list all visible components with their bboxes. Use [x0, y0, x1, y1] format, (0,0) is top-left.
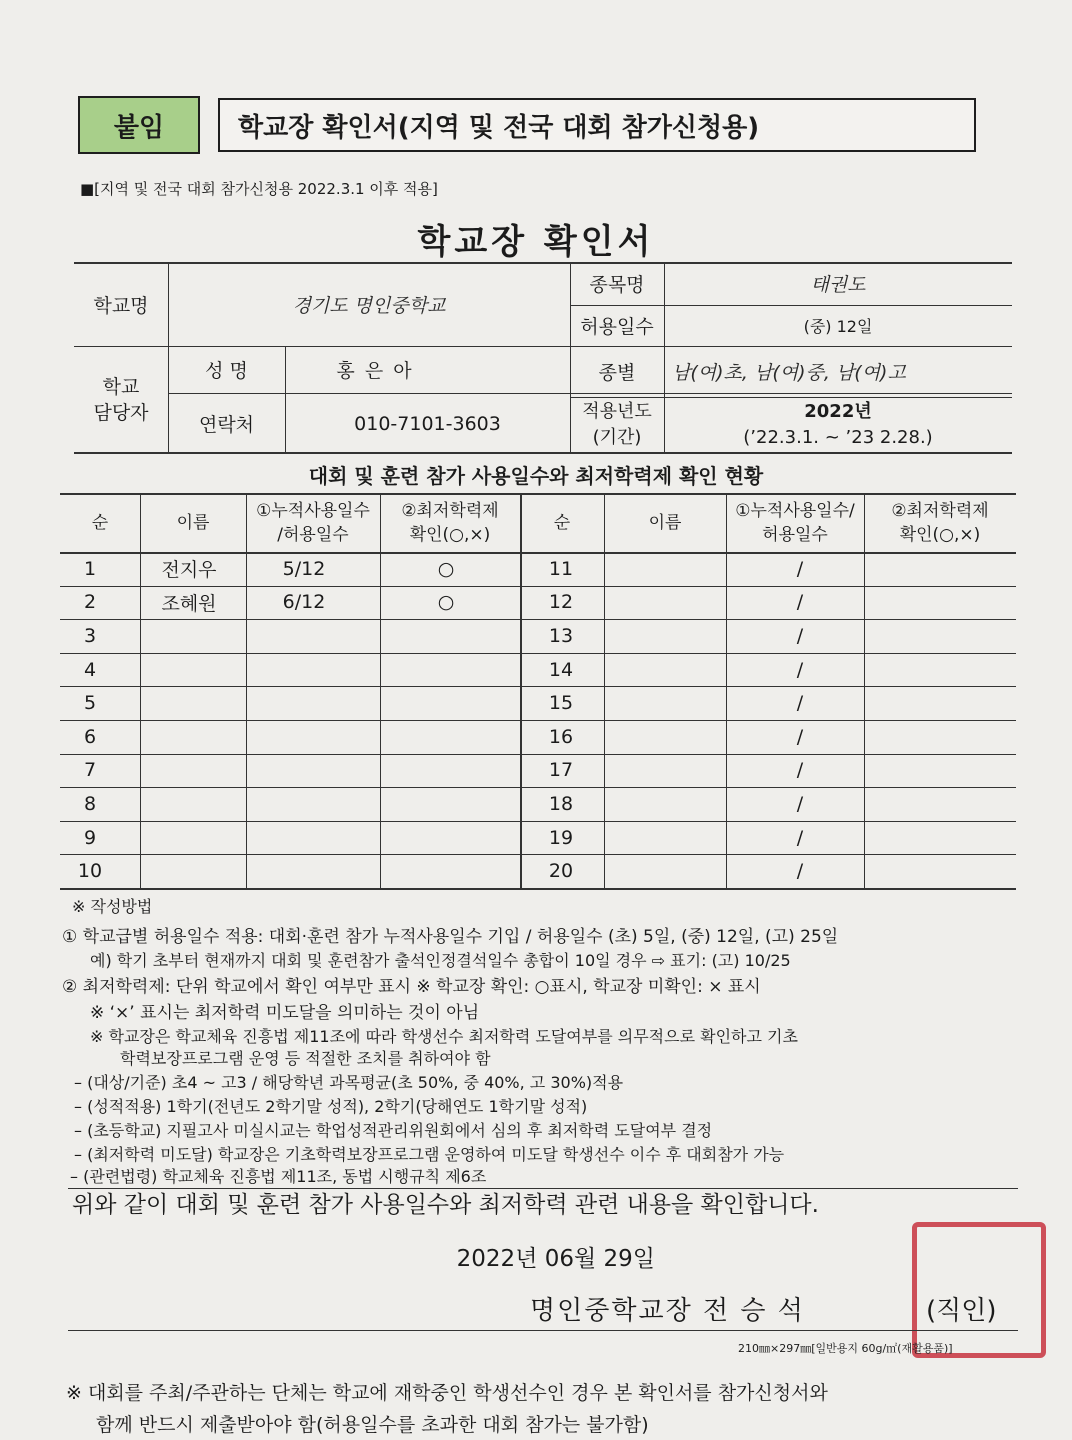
row-no-right: 16 — [548, 725, 574, 748]
row-min-left — [380, 787, 512, 821]
row-no-left: 3 — [83, 624, 97, 647]
gender-value: 남(여)초, 남(여)중, 남(여)고 — [672, 362, 906, 384]
header-days-left — [246, 493, 380, 552]
issue-date: 2022년 06월 29일 — [456, 1246, 655, 1272]
row-days-right: / — [796, 860, 804, 883]
instruction-line: ① 학교급별 허용일수 적용: 대회·훈련 참가 누적사용일수 기입 / 허용일수 (초) 5일, (중) 12일, (고) 25일 — [62, 927, 839, 947]
year-value-line2: (’22.3.1. ~ ’23 2.28.) — [743, 426, 933, 448]
row-days-right: / — [796, 658, 804, 681]
row-name-right — [604, 787, 726, 821]
row-min-right — [864, 787, 1016, 821]
header-name-left: 이름 — [176, 512, 210, 533]
instruction-line: – (관련법령) 학교체육 진흥법 제11조, 동법 시행규칙 제6조 — [70, 1167, 487, 1186]
row-days-right: / — [796, 557, 804, 580]
seal-label: (직인) — [926, 1296, 997, 1326]
row-days-left — [246, 720, 362, 754]
instruction-line: ※ 학교장은 학교체육 진흥법 제11조에 따라 학생선수 최저학력 도달여부를 의무적으로 확인하고 기초 — [90, 1027, 798, 1046]
row-days-left — [246, 653, 362, 687]
year-label-line1: 적용년도 — [582, 400, 652, 422]
gender-label: 종별 — [598, 362, 636, 384]
row-no-right: 13 — [548, 624, 574, 647]
instruction-line: – (성적적용) 1학기(전년도 2학기말 성적), 2학기(당해연도 1학기말 성적) — [74, 1097, 588, 1116]
header-min-right-line1: ②최저학력제 — [891, 500, 989, 521]
name-value: 홍 은 아 — [336, 360, 414, 382]
row-name-left — [140, 720, 238, 754]
event-label: 종목명 — [589, 274, 645, 296]
instruction-line: ※ ‘×’ 표시는 최저학력 미도달을 의미하는 것이 아님 — [90, 1003, 480, 1023]
manager-label: 학교 담당자 — [93, 376, 149, 424]
instruction-line: 예) 학기 초부터 현재까지 대회 및 훈련참가 출석인정결석일수 총합이 10일 경우 ⇨ 표기: (고) 10/25 — [90, 951, 791, 970]
row-no-left: 7 — [83, 759, 97, 782]
row-no-right: 18 — [548, 792, 574, 815]
row-name-left — [140, 686, 238, 720]
year-value-line1: 2022년 — [804, 400, 872, 422]
row-name-right — [604, 754, 726, 788]
allowed-label: 허용일수 — [580, 316, 654, 338]
row-days-left — [246, 787, 362, 821]
header-days-right-line1: ①누적사용일수/ — [735, 500, 855, 521]
row-days-right: / — [796, 792, 804, 815]
row-days-right: / — [796, 826, 804, 849]
row-min-right — [864, 754, 1016, 788]
row-min-left — [380, 720, 512, 754]
row-no-right: 14 — [548, 658, 574, 681]
row-min-left — [380, 821, 512, 855]
allowed-value: (중) 12일 — [803, 317, 873, 336]
instruction-line: – (대상/기준) 초4 ~ 고3 / 해당학년 과목평균(초 50%, 중 40%, 고 30%)적용 — [74, 1073, 624, 1092]
header-min-left — [380, 493, 520, 552]
year-label — [570, 397, 664, 452]
header-title-text: 학교장 확인서(지역 및 전국 대회 참가신청용) — [238, 112, 760, 143]
row-min-left — [380, 653, 512, 687]
instruction-line: ② 최저학력제: 단위 학교에서 확인 여부만 표시 ※ 학교장 확인: ○표시, 학교장 미확인: × 표시 — [62, 977, 761, 997]
header-min-left-line1: ②최저학력제 — [401, 500, 499, 521]
row-no-right: 15 — [548, 692, 574, 715]
row-name-right — [604, 653, 726, 687]
header-title — [218, 98, 976, 152]
row-min-right — [864, 552, 1016, 586]
row-no-right: 11 — [548, 557, 574, 580]
row-min-right — [864, 854, 1016, 888]
row-no-left: 2 — [83, 591, 97, 614]
row-no-left: 4 — [83, 658, 97, 681]
footer-line-2: 함께 반드시 제출받아야 함(허용일수를 초과한 대회 참가는 불가함) — [96, 1414, 649, 1436]
row-name-right — [604, 586, 726, 620]
row-days-right: / — [796, 725, 804, 748]
row-name-left — [140, 754, 238, 788]
row-name-left — [140, 619, 238, 653]
row-no-left: 8 — [83, 792, 97, 815]
row-days-left: 6/12 — [282, 591, 326, 614]
attachment-badge: 붙임 — [78, 96, 200, 154]
instruction-line: ※ 작성방법 — [72, 897, 153, 916]
row-no-left: 6 — [83, 725, 97, 748]
header-days-left-line1: ①누적사용일수 — [256, 500, 370, 521]
row-name-right — [604, 720, 726, 754]
row-name-left — [140, 653, 238, 687]
row-name-left: 조혜원 — [161, 592, 217, 615]
row-min-left: ○ — [437, 591, 455, 614]
header-name-right: 이름 — [648, 512, 682, 533]
row-name-right — [604, 854, 726, 888]
row-min-right — [864, 720, 1016, 754]
confirm-statement: 위와 같이 대회 및 훈련 참가 사용일수와 최저학력 관련 내용을 확인합니다. — [72, 1192, 819, 1218]
table-rule — [60, 888, 1016, 890]
paper-spec: 210㎜×297㎜[일반용지 60g/㎡(재활용품)] — [738, 1342, 953, 1355]
row-days-left: 5/12 — [282, 557, 326, 580]
school-value: 경기도 명인중학교 — [292, 294, 446, 317]
header-min-right — [864, 493, 1016, 552]
row-days-right: / — [796, 759, 804, 782]
row-no-left: 1 — [83, 557, 97, 580]
row-days-left — [246, 854, 362, 888]
instruction-line: – (최저학력 미도달) 학교장은 기초학력보장프로그램 운영하여 미도달 학생선수 이수 후 대회참가 가능 — [74, 1145, 785, 1164]
row-name-left — [140, 821, 238, 855]
header-min-left-line2: 확인(○,×) — [409, 524, 491, 545]
row-days-left — [246, 821, 362, 855]
row-no-left: 5 — [83, 692, 97, 715]
applied-note: ■[지역 및 전국 대회 참가신청용 2022.3.1 이후 적용] — [80, 180, 438, 198]
row-min-right — [864, 653, 1016, 687]
row-no-left: 10 — [77, 860, 103, 883]
header-days-left-line2: /허용일수 — [277, 524, 349, 545]
row-min-left — [380, 854, 512, 888]
school-label: 학교명 — [93, 294, 149, 317]
row-days-left — [246, 754, 362, 788]
row-min-right — [864, 586, 1016, 620]
name-label: 성 명 — [205, 360, 248, 382]
row-no-right: 19 — [548, 826, 574, 849]
header-days-right — [726, 493, 864, 552]
row-min-left — [380, 686, 512, 720]
row-days-right: / — [796, 624, 804, 647]
header-no-right: 순 — [553, 512, 571, 533]
year-label-line2: (기간) — [592, 426, 642, 448]
header-no-left: 순 — [91, 512, 109, 533]
row-no-right: 12 — [548, 591, 574, 614]
row-no-right: 20 — [548, 860, 574, 883]
row-min-left — [380, 754, 512, 788]
event-value: 태권도 — [810, 274, 866, 296]
footer-line-1: ※ 대회를 주최/주관하는 단체는 학교에 재학중인 학생선수인 경우 본 확인서를 참가신청서와 — [66, 1382, 828, 1404]
row-no-left: 9 — [83, 826, 97, 849]
principal-signature: 명인중학교장 전 승 석 — [530, 1296, 805, 1326]
row-days-right: / — [796, 692, 804, 715]
row-name-left — [140, 787, 238, 821]
row-no-right: 17 — [548, 759, 574, 782]
row-name-right — [604, 686, 726, 720]
row-name-right — [604, 619, 726, 653]
row-min-right — [864, 686, 1016, 720]
row-name-left — [140, 854, 238, 888]
instruction-line: – (초등학교) 지필고사 미실시교는 학업성적관리위원회에서 심의 후 최저학력 도달여부 결정 — [74, 1121, 713, 1140]
row-days-left — [246, 619, 362, 653]
header-days-right-line2: 허용일수 — [762, 524, 828, 545]
row-min-left — [380, 619, 512, 653]
row-days-right: / — [796, 591, 804, 614]
row-name-left: 전지우 — [161, 559, 217, 582]
instruction-line: 학력보장프로그램 운영 등 적절한 조치를 취하여야 함 — [120, 1049, 491, 1068]
page-title: 학교장 확인서 — [417, 222, 655, 262]
row-name-right — [604, 821, 726, 855]
row-min-right — [864, 619, 1016, 653]
contact-label: 연락처 — [198, 414, 255, 436]
header-min-right-line2: 확인(○,×) — [899, 524, 981, 545]
row-name-right — [604, 552, 726, 586]
row-min-right — [864, 821, 1016, 855]
contact-value: 010-7101-3603 — [354, 412, 501, 435]
row-min-left: ○ — [437, 557, 455, 580]
table-title: 대회 및 훈련 참가 사용일수와 최저학력제 확인 현황 — [308, 464, 764, 488]
year-value — [664, 397, 1012, 452]
row-days-left — [246, 686, 362, 720]
